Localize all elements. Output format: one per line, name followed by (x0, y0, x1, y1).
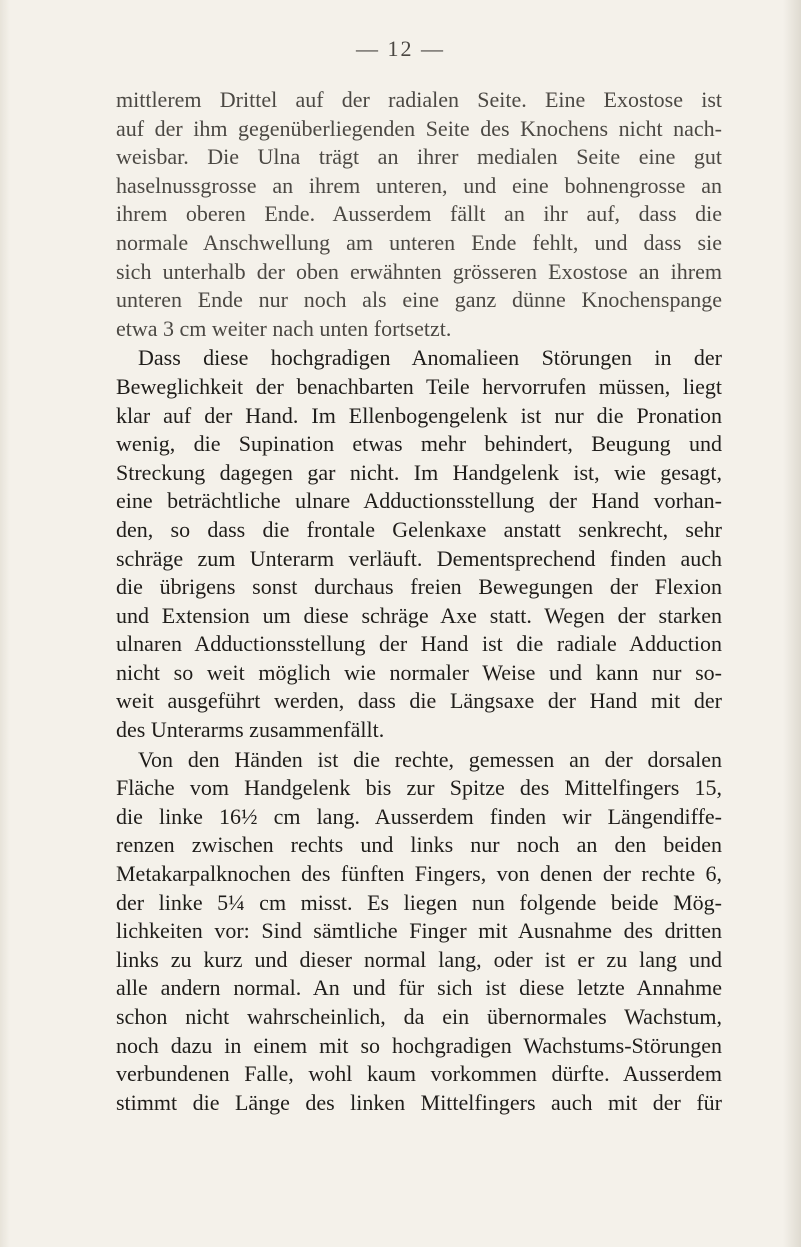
text-line: die linke 16½ cm lang. Ausserdem finden wir Längendiffe- (116, 803, 722, 829)
text-line: renzen zwischen rechts und links nur noch an den beiden (116, 832, 722, 858)
text-line: schon nicht wahrscheinlich, da ein übernormales Wachstum, (116, 1004, 722, 1029)
text-line: weit ausgeführt werden, dass die Längsaxe der Hand mit der (116, 688, 722, 714)
paragraph-1 (116, 86, 722, 343)
body-text (116, 86, 722, 1117)
text-line: verbundenen Falle, wohl kaum vorkommen dürfte. Ausserdem (116, 1061, 722, 1087)
text-line: stimmt die Länge des linken Mittelfingers auch mit der für (116, 1089, 722, 1115)
text-line: normale Anschwellung am unteren Ende fehlt, und dass sie (116, 229, 722, 255)
text-line: ihrem oberen Ende. Ausserdem fällt an ihr auf, dass die (116, 201, 722, 227)
text-line: weisbar. Die Ulna trägt an ihrer medialen Seite eine gut (116, 144, 722, 170)
text-line: Von den Händen ist die rechte, gemessen an der dorsalen (138, 746, 722, 772)
text-line: Fläche vom Handgelenk bis zur Spitze des Mittelfingers 15, (116, 775, 722, 801)
text-line: sich unterhalb der oben erwähnten grösseren Exostose an ihrem (116, 258, 722, 284)
text-line: nicht so weit möglich wie normaler Weise und kann nur so- (116, 659, 722, 685)
text-line: Beweglichkeit der benachbarten Teile hervorrufen müssen, liegt (116, 373, 722, 399)
text-line: die übrigens sonst durchaus freien Bewegungen der Flexion (116, 574, 722, 600)
text-line: eine beträchtliche ulnare Adductionsstellung der Hand vorhan- (116, 488, 722, 514)
text-line: alle andern normal. An und für sich ist diese letzte Annahme (116, 975, 722, 1001)
text-line: ulnaren Adductionsstellung der Hand ist die radiale Adduction (116, 631, 722, 657)
text-line: links zu kurz und dieser normal lang, oder ist er zu lang und (116, 946, 722, 972)
text-line: Metakarpalknochen des fünften Fingers, von denen der rechte 6, (116, 861, 722, 887)
text-line: unteren Ende nur noch als eine ganz dünne Knochenspange (116, 287, 722, 313)
text-line: klar auf der Hand. Im Ellenbogengelenk ist nur die Pronation (116, 402, 722, 428)
text-line: noch dazu in einem mit so hochgradigen Wachstums-Störungen (116, 1032, 722, 1058)
text-line: wenig, die Supination etwas mehr behindert, Beugung und (116, 431, 722, 457)
page-gutter-shadow (0, 0, 10, 1247)
page-number: — 12 — (356, 36, 445, 61)
text-line: mittlerem Drittel auf der radialen Seite. Eine Exostose ist (116, 87, 722, 112)
text-line: Dass diese hochgradigen Anomalieen Störungen in der (138, 345, 722, 371)
text-line: lichkeiten vor: Sind sämtliche Finger mit Ausnahme des dritten (116, 918, 722, 944)
text-line: auf der ihm gegenüberliegenden Seite des Knochens nicht nach- (116, 115, 722, 141)
text-line: und Extension um diese schräge Axe statt. Wegen der starken (116, 602, 722, 628)
text-line: der linke 5¼ cm misst. Es liegen nun folgende beide Mög- (116, 889, 722, 915)
text-line: Streckung dagegen gar nicht. Im Handgelenk ist, wie gesagt, (116, 459, 722, 485)
text-line: des Unterarms zusammenfällt. (116, 717, 385, 743)
text-line: den, so dass die frontale Gelenkaxe anstatt senkrecht, sehr (116, 516, 722, 542)
text-line: haselnussgrosse an ihrem unteren, und eine bohnengrosse an (116, 172, 722, 198)
paragraph-3 (116, 746, 722, 1118)
page-edge-shadow (783, 0, 801, 1247)
text-line: schräge zum Unterarm verläuft. Dementsprechend finden auch (116, 545, 722, 571)
paragraph-2 (116, 344, 722, 744)
text-line: etwa 3 cm weiter nach unten fortsetzt. (116, 315, 452, 341)
